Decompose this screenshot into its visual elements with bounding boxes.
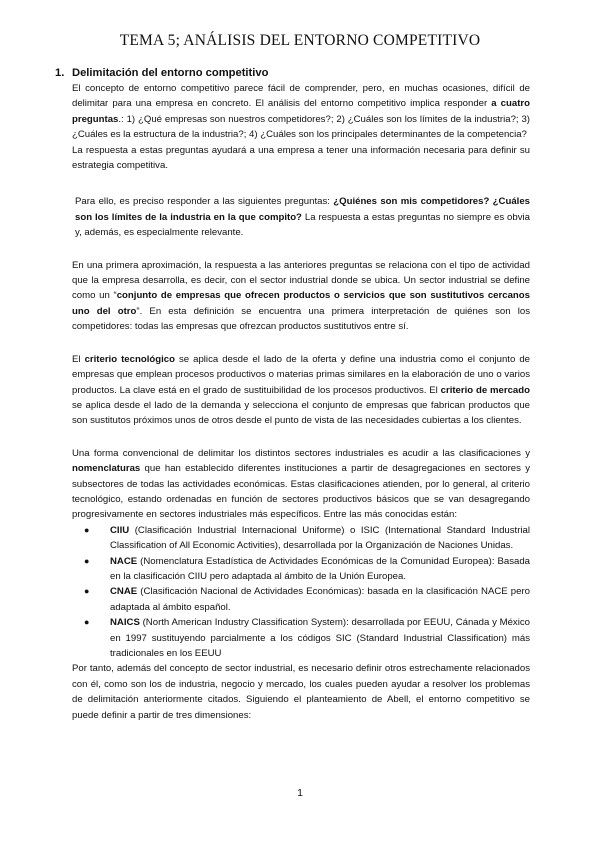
list-item — [84, 584, 530, 615]
bold-run: ¿Quiénes son mis competidores? ¿Cuáles son los límites de la industria en la que compito? — [75, 196, 530, 223]
text-run: (Nomenclatura Estadística de Actividades Económicas de la Comunidad Europea): Basada en la clasificación CIIU pero adaptada al ámbito de la Unión Europea. — [110, 555, 530, 582]
text-run: se aplica desde el lado de la oferta y define una industria como el conjunto de empresas que emplean procesos productivos o materias primas similares en la elaboración de uno o varios productos. La clave está en el grado de sustituibilidad de los procesos productivos. El — [72, 353, 530, 396]
classification-list — [72, 523, 530, 662]
bold-run: conjunto de empresas que ofrecen productos o servicios que son sustitutivos cercanos uno del otro — [72, 290, 530, 317]
text-run: ”. En esta definición se encuentra una primera interpretación de quiénes son los competidores: todas las empresas que ofrezcan productos sustitutivos entre sí. — [72, 305, 531, 333]
page-title: TEMA 5; ANÁLISIS DEL ENTORNO COMPETITIVO — [119, 32, 481, 49]
text-run: En una primera aproximación, la respuesta a las anteriores preguntas se relaciona con el tipo de actividad que la empresa desarrolla, es decir, con el sector industrial donde se ubica. Un sector industrial se define como un “ — [72, 259, 530, 302]
text-run: El — [72, 353, 85, 365]
paragraph-criteria — [72, 352, 530, 429]
paragraph-questions — [72, 194, 530, 240]
paragraph-dimensions: Por tanto, además del concepto de sector industrial, es necesario definir otros estrechamente relacionados con él, como son los de industria, negocio y mercado, los cuales pueden ayudar a resolver los problemas de delimitación anteriormente citados. Siguiendo el planteamiento de Abell, el entorno competitivo se puede definir a partir de tres dimensiones: — [72, 663, 530, 721]
section-title: Delimitación del entorno competitivo — [72, 67, 269, 79]
text-run: (North American Industry Classification System): desarrollada por EEUU, Cánada y México en 1997 sustituyendo parcialmente a los códigos SIC (Standard Industrial Classification) más tradicionales en los EEUU — [110, 617, 530, 659]
bold-run: a cuatro preguntas — [72, 98, 530, 125]
text-run: Una forma convencional de delimitar los distintos sectores industriales es acudir a las clasificaciones y — [72, 447, 530, 459]
paragraph-sector-definition — [72, 258, 530, 335]
section-number: 1. — [55, 67, 65, 79]
bold-run: NAICS — [110, 617, 140, 629]
bold-run: CNAE — [110, 586, 138, 598]
text-run: que han establecido diferentes instituciones a partir de desagregaciones en sectores y subsectores de todas las actividades económicas. Estas clasificaciones atienden, por lo general, al criterio tecnológico, estando ordenadas en función de sectores productivos básicos que se van desagregando progresivamente en sectores industriales más específicos. Entre las más conocidas están: — [72, 463, 530, 521]
bold-run: NACE — [110, 555, 138, 567]
text-run: El concepto de entorno competitivo parece fácil de comprender, pero, en muchas ocasiones, difícil de delimitar para una empresa en concreto. El análisis del entorno competitivo implica responder — [72, 83, 530, 110]
list-item — [84, 615, 530, 661]
text-run: (Clasificación Nacional de Actividades Económicas): basada en la clasificación NACE pero adaptada al ámbito español. — [110, 586, 530, 613]
text-run: .: 1) ¿Qué empresas son nuestros competidores?; 2) ¿Cuáles son los límites de la industria?; 3) ¿Cuáles es la estructura de la industria?; 4) ¿Cuáles son los principales determinantes de la competencia? — [72, 113, 530, 141]
document-body — [55, 66, 531, 723]
page-number: 1 — [297, 787, 303, 799]
paragraph-classifications — [72, 446, 530, 523]
list-item — [84, 523, 530, 554]
bullet-icon: ● — [84, 555, 90, 566]
list-item — [84, 554, 530, 585]
bullet-icon: ● — [84, 617, 90, 628]
text-run: (Clasificación Industrial Internacional Uniforme) o ISIC (International Standard Industrial Classification of All Economic Activities), desarrollada por la Organización de Naciones Unidas. — [110, 524, 530, 552]
bold-run: criterio de mercado — [440, 384, 530, 396]
text-run: Para ello, es preciso responder a las siguientes preguntas: — [75, 196, 334, 208]
bullet-icon: ● — [84, 586, 90, 597]
paragraph-answer: La respuesta a estas preguntas ayudará a una empresa a tener una información necesaria para definir su estrategia competitiva. — [72, 144, 530, 172]
text-run: La respuesta a estas preguntas no siempre es obvia y, además, es especialmente relevante. — [75, 211, 530, 239]
bold-run: criterio tecnológico — [84, 353, 175, 365]
section-heading — [55, 66, 530, 81]
text-run: se aplica desde el lado de la demanda y selecciona el conjunto de empresas que fabrican productos que son sustitutos próximos unos de otros desde el punto de vista de las necesidades cubiertas a los clientes. — [72, 399, 530, 427]
bold-run: nomenclaturas — [72, 463, 141, 475]
paragraph-intro — [72, 81, 530, 143]
bullet-icon: ● — [84, 524, 90, 535]
bold-run: CIIU — [110, 524, 130, 536]
